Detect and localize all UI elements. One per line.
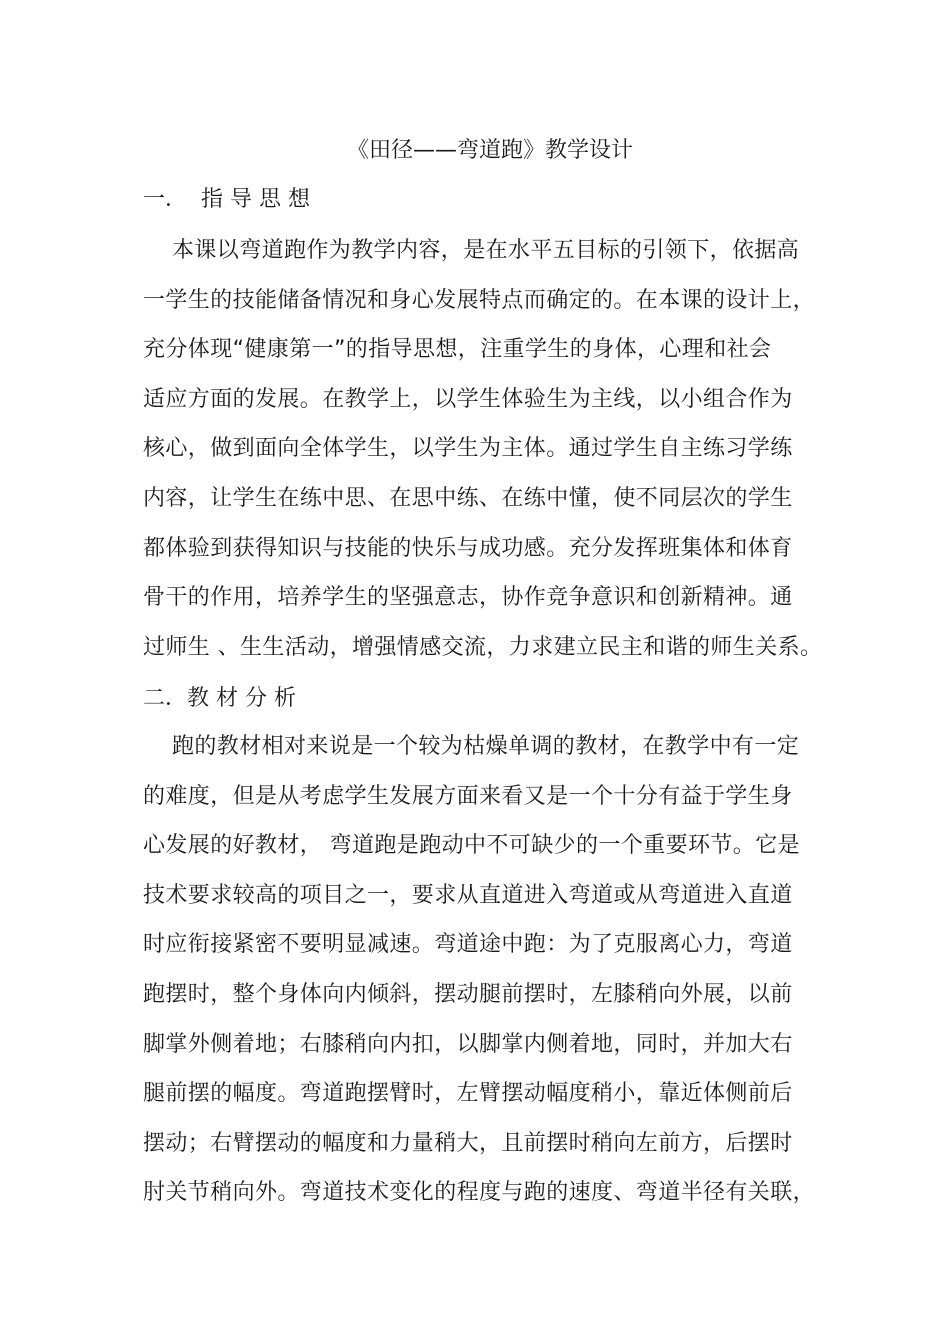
section-heading-material-analysis: 二．教 材 分 析 <box>143 686 296 711</box>
paragraph-line: 跑的教材相对来说是一个较为枯燥单调的教材，在教学中有一定 <box>172 734 800 759</box>
section-paragraph-material-analysis <box>143 722 823 1218</box>
paragraph-line: 脚掌外侧着地；右膝稍向内扣，以脚掌内侧着地，同时，并加大右 <box>143 1031 793 1057</box>
paragraph-line: 肘关节稍向外。弯道技术变化的程度与跑的速度、弯道半径有关联， <box>143 1180 816 1206</box>
paragraph-line: 本课以弯道跑作为教学内容，是在水平五目标的引领下，依据高 <box>172 238 800 263</box>
paragraph-line: 时应衔接紧密不要明显减速。弯道途中跑：为了克服离心力，弯道 <box>143 932 793 958</box>
paragraph-line: 过师生 、生生活动，增强情感交流，力求建立民主和谐的师生关系。 <box>143 634 823 660</box>
document-title: 《田径——弯道跑》教学设计 <box>346 138 633 163</box>
section-paragraph-guiding-thought <box>143 226 823 672</box>
section-heading-guiding-thought: 一． 指 导 思 想 <box>143 187 310 212</box>
paragraph-line: 摆动；右臂摆动的幅度和力量稍大，且前摆时稍向左前方，后摆时 <box>143 1130 793 1156</box>
paragraph-line: 跑摆时，整个身体向内倾斜，摆动腿前摆时，左膝稍向外展，以前 <box>143 981 793 1007</box>
paragraph-line: 一学生的技能储备情况和身心发展特点而确定的。在本课的设计上， <box>143 287 816 313</box>
paragraph-line: 都体验到获得知识与技能的快乐与成功感。充分发挥班集体和体育 <box>143 535 793 561</box>
paragraph-line: 心发展的好教材， 弯道跑是跑动中不可缺少的一个重要环节。它是 <box>143 833 800 859</box>
paragraph-line: 技术要求较高的项目之一，要求从直道进入弯道或从弯道进入直道 <box>143 882 793 908</box>
paragraph-line: 的难度，但是从考虑学生发展方面来看又是一个十分有益于学生身 <box>143 783 793 809</box>
paragraph-line: 核心，做到面向全体学生，以学生为主体。通过学生自主练习学练 <box>143 436 793 462</box>
paragraph-line: 内容，让学生在练中思、在思中练、在练中懂，使不同层次的学生 <box>143 485 793 511</box>
paragraph-line: 充分体现“健康第一”的指导思想，注重学生的身体，心理和社会 <box>143 337 772 363</box>
paragraph-line: 适应方面的发展。在教学上，以学生体验生为主线，以小组合作为 <box>143 386 793 412</box>
paragraph-line: 骨干的作用，培养学生的坚强意志，协作竞争意识和创新精神。通 <box>143 585 793 611</box>
paragraph-line: 腿前摆的幅度。弯道跑摆臂时，左臂摆动幅度稍小，靠近体侧前后 <box>143 1081 793 1107</box>
